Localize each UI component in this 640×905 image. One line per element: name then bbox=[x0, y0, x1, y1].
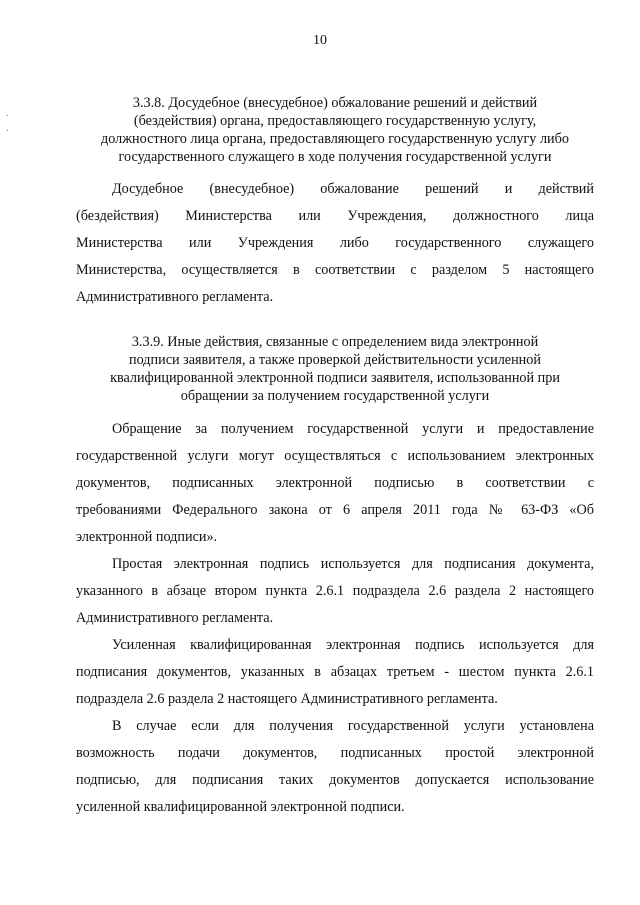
paragraph-line: подписью, для подписания таких документов допускается использование bbox=[76, 772, 594, 788]
paragraph-line: Административного регламента. bbox=[76, 289, 274, 305]
paragraph-line: Обращение за получением государственной услуги и предоставление bbox=[112, 421, 594, 437]
section-heading-line: (бездействия) органа, предоставляющего государственную услугу, bbox=[133, 113, 537, 129]
paragraph-line: электронной подписи». bbox=[76, 529, 218, 545]
paragraph-line: В случае если для получения государственной услуги установлена bbox=[112, 718, 594, 734]
margin-mark: . bbox=[6, 108, 9, 119]
paragraph-line: Усиленная квалифицированная электронная подпись используется для bbox=[112, 637, 594, 653]
paragraph-line: Досудебное (внесудебное) обжалование решений и действий bbox=[112, 181, 594, 197]
section-heading-line: подписи заявителя, а также проверкой действительности усиленной bbox=[129, 352, 541, 368]
paragraph-line: Административного регламента. bbox=[76, 610, 274, 626]
section-heading-line: государственного служащего в ходе получения государственной услуги bbox=[118, 149, 552, 165]
paragraph-line: подписания документов, указанных в абзацах третьем - шестом пункта 2.6.1 bbox=[76, 664, 594, 680]
paragraph-line: требованиями Федерального закона от 6 апреля 2011 года № 63-ФЗ «Об bbox=[76, 502, 594, 518]
section-heading-line: 3.3.9. Иные действия, связанные с определением вида электронной bbox=[131, 334, 539, 350]
section-heading-line: 3.3.8. Досудебное (внесудебное) обжалование решений и действий bbox=[132, 95, 538, 111]
paragraph-line: Простая электронная подпись используется для подписания документа, bbox=[112, 556, 594, 572]
paragraph-line: Министерства или Учреждения либо государственного служащего bbox=[76, 235, 594, 251]
page-number: 10 bbox=[313, 33, 327, 48]
paragraph-line: документов, подписанных электронной подписью в соответствии с bbox=[76, 475, 594, 491]
paragraph-line: Министерства, осуществляется в соответствии с разделом 5 настоящего bbox=[76, 262, 594, 278]
margin-mark: . bbox=[6, 123, 9, 134]
paragraph-line: указанного в абзаце втором пункта 2.6.1 подраздела 2.6 раздела 2 настоящего bbox=[76, 583, 594, 599]
paragraph-line: усиленной квалифицированной электронной подписи. bbox=[76, 799, 405, 815]
section-heading-line: квалифицированной электронной подписи заявителя, использованной при bbox=[110, 370, 560, 386]
paragraph-line: возможность подачи документов, подписанных простой электронной bbox=[76, 745, 594, 761]
section-heading-line: обращении за получением государственной услуги bbox=[180, 388, 490, 404]
paragraph-line: государственной услуги могут осуществляться с использованием электронных bbox=[76, 448, 594, 464]
paragraph-line: подраздела 2.6 раздела 2 настоящего Административного регламента. bbox=[76, 691, 498, 707]
section-heading-line: должностного лица органа, предоставляющего государственную услугу либо bbox=[101, 131, 569, 147]
paragraph-line: (бездействия) Министерства или Учреждения, должностного лица bbox=[76, 208, 594, 224]
